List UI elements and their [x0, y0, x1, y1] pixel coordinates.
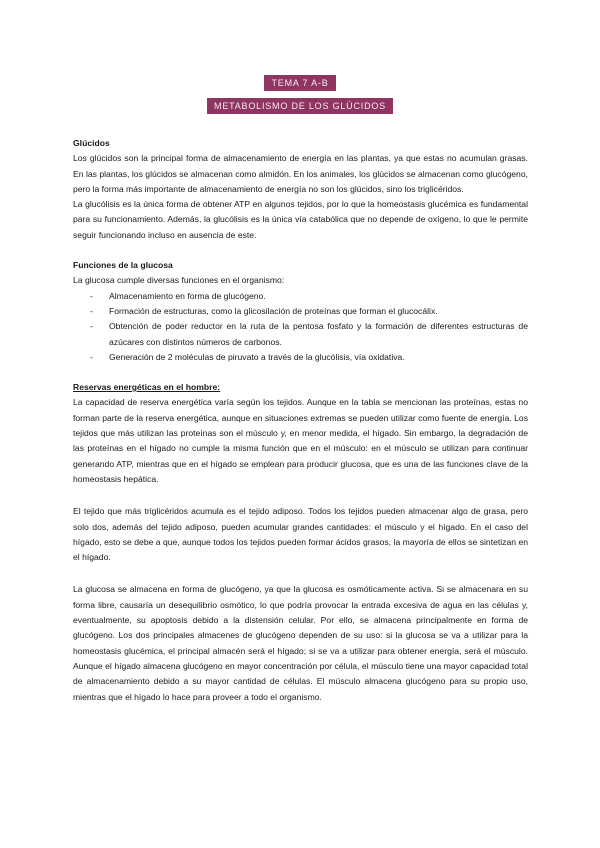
list-item: - Almacenamiento en forma de glucógeno. [73, 289, 528, 304]
list-item: - Formación de estructuras, como la glicosilación de proteínas que forman el glucocálix. [73, 304, 528, 319]
section-heading: Reservas energéticas en el hombre: [73, 382, 221, 393]
topic-badge: TEMA 7 A-B [264, 75, 335, 91]
paragraph: Los glúcidos son la principal forma de almacenamiento de energía en las plantas, ya que estas no acumulan grasas. En las plantas, los glúcidos se almacenan como almidón. En los animales, los glúcidos se almacenan como glucógeno, pero la forma más importante de almacenamiento de energía no son los glúcidos, sino los triglicéridos. [73, 153, 528, 194]
paragraph: El tejido que más triglicéridos acumula es el tejido adiposo. Todos los tejidos pueden almacenar algo de grasa, pero solo dos, además del tejido adiposo, pueden acumular grandes cantidades: el músculo y el hígado. En el caso del hígado, esto se debe a que, aunque todos los tejidos pueden formar ácidos grasos, la mayoría de ellos se sintetizan en el hígado. [73, 506, 528, 563]
section-glucidos [73, 136, 528, 243]
paragraph: La glucosa se almacena en forma de glucógeno, ya que la glucosa es osmóticamente activa. Si se almacenara en su forma libre, causaría un desequilibrio osmótico, lo que podría provocar la entrada excesiva de agua en las células y, eventualmente, su apoptosis debido a la distensión celular. Por ello, se almacena principalmente en forma de glucógeno. Los dos principales almacenes de glucógeno dependen de su uso: si la glucosa se va a utilizar para la homeostasis glucémica, el principal almacén será el hígado; si se va a utilizar para obtener energía, será el músculo. Aunque el hígado almacena glucógeno en mayor concentración por célula, el músculo tiene una mayor capacidad total de almacenamiento debido a su mayor cantidad de células. El músculo almacena glucógeno para su propio uso, mientras que el hígado lo hace para proveer a todo el organismo. [73, 584, 528, 702]
section-heading: Glúcidos [73, 138, 110, 148]
functions-list [73, 289, 528, 365]
title-block [0, 73, 600, 114]
list-item: - Generación de 2 moléculas de piruvato a través de la glucólisis, vía oxidativa. [73, 350, 528, 365]
section-heading: Funciones de la glucosa [73, 260, 173, 271]
paragraph: La capacidad de reserva energética varía según los tejidos. Aunque en la tabla se mencionan las proteínas, estas no forman parte de la reserva energética, aunque en situaciones extremas se pueden utilizar como fuente de energía. Los tejidos que más utilizan las proteínas son el músculo y, en menor medida, el hígado. Sin embargo, la degradación de las proteínas en el hígado no cumple la misma función que en el músculo: en el músculo se utilizan para continuar generando ATP, mientras que en el hígado se emplean para producir glucosa, que es una de las funciones clave de la homeostasis hepática. [73, 397, 528, 484]
subtitle-badge: METABOLISMO DE LOS GLÚCIDOS [207, 98, 393, 114]
section-reservas [73, 380, 528, 705]
document-body [73, 136, 528, 705]
section-funciones [73, 258, 528, 365]
list-item: - Obtención de poder reductor en la ruta de la pentosa fosfato y la formación de diferentes estructuras de azúcares con distintos números de carbonos. [73, 319, 528, 350]
paragraph: La glucosa cumple diversas funciones en el organismo: [73, 275, 285, 286]
paragraph: La glucólisis es la única forma de obtener ATP en algunos tejidos, por lo que la homeostasis glucémica es fundamental para su funcionamiento. Además, la glucólisis es la única vía catabólica que no depende de oxígeno, lo que le permite seguir funcionando incluso en ausencia de este. [73, 199, 528, 240]
